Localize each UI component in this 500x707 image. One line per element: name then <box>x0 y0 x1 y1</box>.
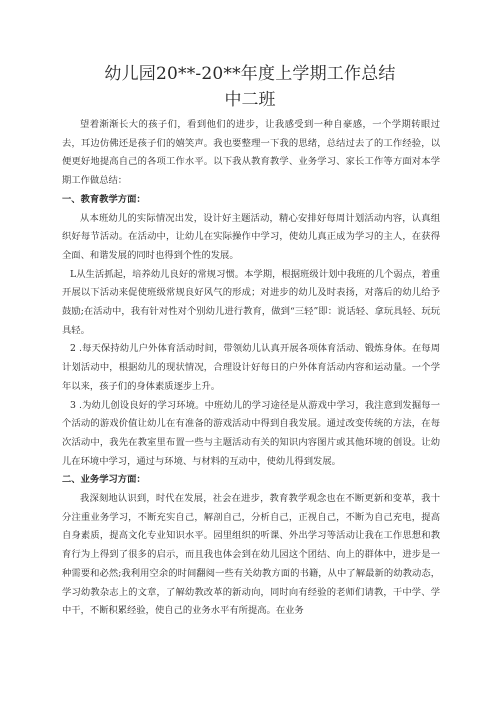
teaching-paragraph-4: 3 .为幼儿创设良好的学习环境。中班幼儿的学习途径是从游戏中学习，我注意到发掘每一个活动的游戏价值让幼儿在有准备的游戏活动中得到自我发展。通过改变传统的方法，在每次活动中，我先在教室里布置一些与主题活动有关的知识内容图片或其他环境的创设。让幼儿在环境中学习，通过与环境、与材料的互动中，使幼儿得到发展。 <box>62 399 440 467</box>
teaching-paragraph-2: L从生活抓起，培养幼儿良好的常规习惯。本学期，根据班级计划中我班的几个弱点，着重开展以下活动来促使班级常规良好风气的形成；对进步的幼儿及时表扬，对落后的幼儿给予鼓励;在活动中，我有针对性对个别幼儿进行教育，做到“三轻”即：说话轻、拿玩具轻、玩玩具轻。 <box>62 268 440 336</box>
class-name: 中二班 <box>224 90 276 110</box>
document-title: 幼儿园20**-20**年度上学期工作总结 <box>104 64 396 84</box>
section-heading-teaching: 一、教育教学方面： <box>62 193 146 205</box>
document-body <box>62 116 440 621</box>
teaching-paragraph-3: 2 .每天保持幼儿户外体育活动时间，带领幼儿认真开展各项体育活动、锻炼身体。在每周计划活动中，根据幼儿的现状情况，合理设计好每日的户外体育活动内容和运动量。一个学年以来，孩子们的身体素质逐步上升。 <box>62 343 440 392</box>
teaching-paragraph-1: 从本班幼儿的实际情况出发，设计好主题活动，精心安排好每周计划活动内容，认真组织好每节活动。在活动中，让幼儿在实际操作中学习，使幼儿真正成为学习的主人，在获得全面、和谐发展的同时也得到个性的发展。 <box>62 212 440 261</box>
study-paragraph-1: 我深刻地认识到，时代在发展，社会在进步，教育教学观念也在不断更新和变革，我十分注重业务学习，不断充实自己，解剖自己，分析自己，正视自己，不断为自己充电，提高自身素质，提高文化专业知识水平。园里组织的听课、外出学习等活动让我在工作思想和教育行为上得到了很多的启示，而且我也体会到在幼儿园这个团结、向上的群体中，进步是一种需要和必然;我利用空余的时间翻阅一些有关幼教方面的书籍，从中了解最新的幼教动态，学习幼教杂志上的文章，了解幼教改革的新动向，同时向有经验的老师们请教，干中学、学中干，不断积累经验，使自己的业务水平有所提高。在业务 <box>62 493 440 617</box>
section-heading-study: 二、业务学习方面： <box>62 474 146 486</box>
intro-paragraph: 望着渐渐长大的孩子们，看到他们的进步，让我感受到一种自豪感，一个学期转眼过去，耳边仿佛还是孩子们的嬉笑声。我也要整理一下我的思绪，总结过去了的工作经验，以便更好地提高自己的各项工作水平。以下我从教育教学、业务学习、家长工作等方面对本学期工作做总结： <box>62 119 440 187</box>
